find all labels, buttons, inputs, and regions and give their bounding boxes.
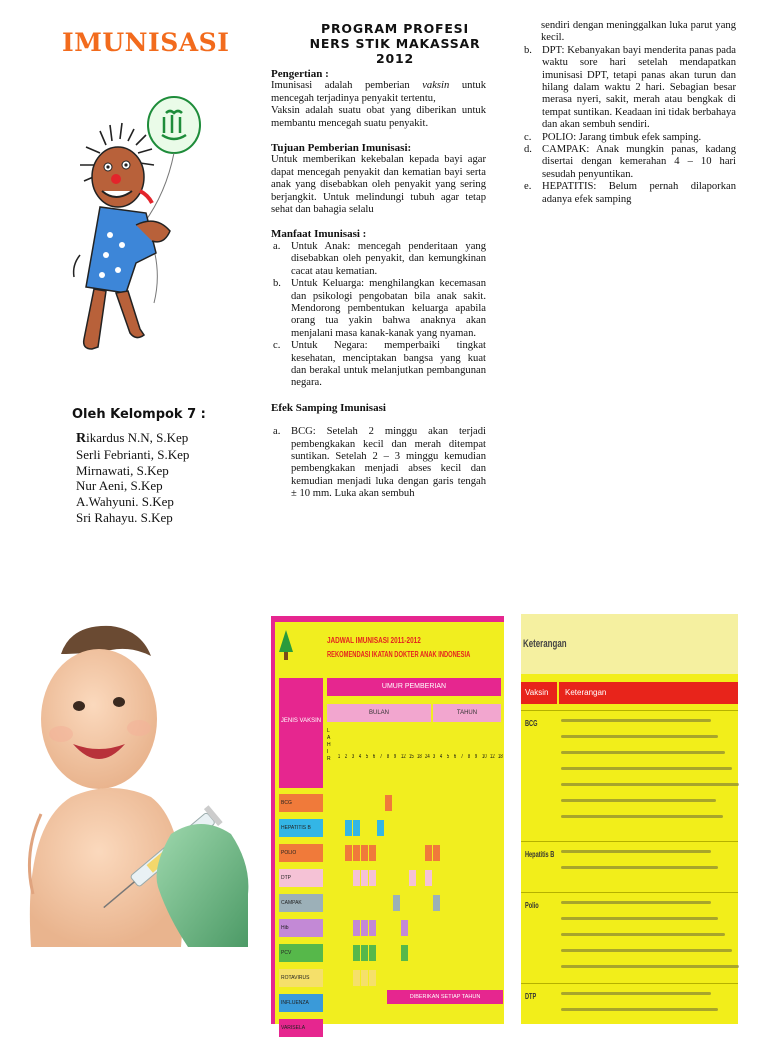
list-item bbox=[271, 426, 486, 500]
immunization-schedule-table bbox=[271, 616, 504, 1031]
manfaat-heading: Manfaat Imunisasi : bbox=[271, 228, 367, 241]
text-span: Imunisasi adalah pemberian bbox=[271, 80, 423, 92]
list-marker: c. bbox=[524, 131, 532, 143]
group-heading: Oleh Kelompok 7 : bbox=[72, 407, 206, 422]
dose-cell bbox=[425, 845, 432, 861]
tujuan-heading: Tujuan Pemberian Imunisasi: bbox=[271, 142, 412, 155]
keterangan-vaccine-label: BCG bbox=[525, 719, 538, 728]
vaccine-row bbox=[277, 842, 503, 864]
efek-list bbox=[271, 426, 486, 500]
dose-cell bbox=[369, 945, 376, 961]
member-name: Serli Febrianti, S.Kep bbox=[76, 446, 190, 462]
column-right bbox=[522, 20, 736, 206]
blurred-text-line bbox=[561, 719, 711, 722]
age-label: 8 bbox=[386, 754, 390, 760]
age-label: 15 bbox=[409, 754, 414, 760]
efek-heading: Efek Samping Imunisasi bbox=[271, 401, 386, 414]
tree-logo-icon bbox=[279, 630, 293, 660]
bulan-header: BULAN bbox=[327, 704, 431, 722]
dose-cell bbox=[361, 970, 368, 986]
vaccine-row bbox=[277, 867, 503, 889]
vaccine-row bbox=[277, 892, 503, 914]
list-text: DPT: Kebanyakan bayi menderita panas pada waktu sore hari setelah mendapatkan imunisasi DPT, tetapi panas akan turun dan hilang dalam waktu 2 hari. Sebagian besar merasa nyeri, sakit, merah atau bengkak di tempat suntikan. Keadaan ini tidak berbahaya dan akan sembuh sendiri. bbox=[542, 44, 736, 131]
vaccine-row bbox=[277, 942, 503, 964]
vaccine-row bbox=[277, 792, 503, 814]
age-column-labels bbox=[337, 754, 504, 764]
blurred-text-line bbox=[561, 992, 711, 995]
age-label: 8 bbox=[467, 754, 471, 760]
dose-cell bbox=[385, 795, 392, 811]
blurred-text-line bbox=[561, 949, 732, 952]
tujuan-text: Untuk memberikan kekebalan kepada bayi agar dapat mencegah penyakit dan kematian bayi serta anak yang disebabkan oleh penyakit yang sering berjangkit. Untuk melindungi tubuh agar tetap sehat dan bahagia selalu bbox=[271, 154, 486, 216]
list-item bbox=[522, 45, 736, 132]
list-item bbox=[522, 132, 736, 144]
blurred-text-line bbox=[561, 917, 718, 920]
age-label: 3 bbox=[351, 754, 355, 760]
dose-cell bbox=[369, 870, 376, 886]
age-label: 18 bbox=[417, 754, 422, 760]
age-label: 5 bbox=[365, 754, 369, 760]
list-item bbox=[522, 181, 736, 206]
vaccine-row bbox=[277, 1017, 503, 1039]
vaccine-row bbox=[277, 817, 503, 839]
list-item bbox=[522, 144, 736, 181]
keterangan-row bbox=[521, 892, 738, 983]
member-name: Nur Aeni, S.Kep bbox=[76, 478, 163, 494]
program-line: NERS STIK MAKASSAR bbox=[309, 36, 481, 51]
dose-cell bbox=[353, 920, 360, 936]
blurred-text-line bbox=[561, 767, 732, 770]
efek-list-continued bbox=[522, 45, 736, 206]
keterangan-title: Keterangan bbox=[523, 638, 567, 650]
blurred-text-line bbox=[561, 751, 725, 754]
schedule-subtitle: REKOMENDASI IKATAN DOKTER ANAK INDONESIA bbox=[327, 650, 471, 659]
vaccine-name: CAMPAK bbox=[279, 894, 323, 912]
age-label: 3 bbox=[432, 754, 436, 760]
blurred-text-line bbox=[561, 866, 718, 869]
dose-cell bbox=[353, 970, 360, 986]
list-text: Untuk Keluarga: menghilangkan kecemasan dan psikologi pengobatan bila anak sakit. Mendorong pembentukan keluarga apabila orang tua yakin bahwa anaknya akan menjalani masa kanak-kanak yang nyaman. bbox=[291, 278, 486, 339]
dose-cell bbox=[345, 820, 352, 836]
dose-cell bbox=[361, 945, 368, 961]
dose-cell bbox=[353, 945, 360, 961]
age-label: 9 bbox=[474, 754, 478, 760]
dose-cell bbox=[353, 870, 360, 886]
jenis-vaksin-header: JENIS VAKSIN bbox=[279, 678, 323, 788]
program-title bbox=[300, 21, 490, 66]
member-list bbox=[76, 430, 189, 526]
dose-cell bbox=[369, 920, 376, 936]
dose-cell bbox=[401, 945, 408, 961]
vaccine-name: VARISELA bbox=[279, 1019, 323, 1037]
age-label: 10 bbox=[482, 754, 487, 760]
manfaat-list bbox=[271, 241, 486, 390]
vaccine-name: HEPATITIS B bbox=[279, 819, 323, 837]
keterangan-column-header: Keterangan bbox=[559, 682, 738, 704]
list-item bbox=[271, 340, 486, 390]
age-label: 9 bbox=[393, 754, 397, 760]
blurred-text-line bbox=[561, 965, 739, 968]
blurred-text-line bbox=[561, 735, 718, 738]
keterangan-table-image bbox=[521, 614, 738, 1024]
list-item bbox=[271, 278, 486, 340]
schedule-title: JADWAL IMUNISASI 2011-2012 bbox=[327, 636, 421, 645]
vaksin-column-header: Vaksin bbox=[521, 682, 557, 704]
blurred-text-line bbox=[561, 1008, 718, 1011]
keterangan-row bbox=[521, 710, 738, 841]
pengertian-text bbox=[271, 80, 486, 105]
dose-cell bbox=[369, 970, 376, 986]
list-text: Untuk Negara: memperbaiki tingkat kesehatan, menciptakan bangsa yang kuat dan berakal untuk melanjutkan pembangunan negara. bbox=[291, 340, 486, 389]
dose-cell bbox=[393, 895, 400, 911]
age-label: 12 bbox=[490, 754, 495, 760]
dose-cell bbox=[409, 870, 416, 886]
keterangan-vaccine-label: Polio bbox=[525, 901, 539, 910]
member-name: A.Wahyuni. S.Kep bbox=[76, 494, 174, 510]
member-name: Rikardus N.N, S.Kep bbox=[76, 430, 189, 446]
keterangan-vaccine-label: Hepatitis B bbox=[525, 850, 555, 859]
member-name: Mirnawati, S.Kep bbox=[76, 462, 169, 478]
dose-cell bbox=[369, 845, 376, 861]
program-year: 2012 bbox=[376, 51, 414, 66]
age-label: 7 bbox=[460, 754, 464, 760]
vaccine-name: POLIO bbox=[279, 844, 323, 862]
dose-cell bbox=[425, 870, 432, 886]
blurred-text-line bbox=[561, 783, 739, 786]
list-marker: b. bbox=[524, 44, 532, 56]
age-label: 4 bbox=[358, 754, 362, 760]
dose-cell bbox=[353, 820, 360, 836]
keterangan-vaccine-label: DTP bbox=[525, 992, 537, 1001]
list-text: CAMPAK: Anak mungkin panas, kadang disertai dengan kemerahan 4 – 10 hari sesudah penyuntikan. bbox=[542, 144, 736, 180]
vaccine-name: INFLUENZA bbox=[279, 994, 323, 1012]
pengertian-heading: Pengertian : bbox=[271, 68, 329, 80]
umur-header: UMUR PEMBERIAN bbox=[327, 678, 501, 696]
list-marker: b. bbox=[273, 278, 281, 290]
list-text: BCG: Setelah 2 minggu akan terjadi pembengkakan kecil dan merah ditempat suntikan. Setelah 2 – 3 minggu kemudian pembengkakan menjadi abses kecil dan kemudian menjadi luka dengan garis tengah ± 10 mm. Luka akan sembuh bbox=[291, 426, 486, 500]
influenza-note: DIBERIKAN SETIAP TAHUN bbox=[387, 990, 503, 1004]
list-marker: d. bbox=[524, 144, 532, 156]
column-middle bbox=[271, 68, 486, 501]
member-name: Sri Rahayu. S.Kep bbox=[76, 509, 173, 525]
age-label: 18 bbox=[498, 754, 503, 760]
keterangan-row bbox=[521, 841, 738, 892]
keterangan-rows bbox=[521, 710, 738, 1034]
age-label: 12 bbox=[401, 754, 406, 760]
dose-cell bbox=[361, 870, 368, 886]
vaccine-name: DTP bbox=[279, 869, 323, 887]
dose-cell bbox=[345, 845, 352, 861]
age-label: 1 bbox=[337, 754, 341, 760]
blurred-text-line bbox=[561, 901, 711, 904]
vaccine-row bbox=[277, 967, 503, 989]
dose-cell bbox=[361, 845, 368, 861]
tahun-header: TAHUN bbox=[433, 704, 501, 722]
dose-cell bbox=[353, 845, 360, 861]
dose-cell bbox=[433, 845, 440, 861]
vaccine-row bbox=[277, 917, 503, 939]
age-label: 2 bbox=[344, 754, 348, 760]
list-item bbox=[271, 241, 486, 278]
bcg-continuation: sendiri dengan meninggalkan luka parut yang kecil. bbox=[541, 20, 736, 44]
text-span: untuk mencegah terjadinya penyakit tertentu, bbox=[271, 80, 487, 104]
blurred-text-line bbox=[561, 850, 711, 853]
age-label: 6 bbox=[453, 754, 457, 760]
vaccine-name: Hib bbox=[279, 919, 323, 937]
age-label: 5 bbox=[446, 754, 450, 760]
age-label: 4 bbox=[439, 754, 443, 760]
clown-balloon-illustration bbox=[66, 95, 206, 375]
age-label: 6 bbox=[372, 754, 376, 760]
vaccine-name: ROTAVIRUS bbox=[279, 969, 323, 987]
vaccine-rows bbox=[277, 792, 503, 1042]
list-marker: a. bbox=[273, 240, 281, 252]
dose-cell bbox=[401, 920, 408, 936]
vaccine-name: PCV bbox=[279, 944, 323, 962]
lahir-header: L A H I R bbox=[327, 728, 331, 762]
emphasis-text: vaksin bbox=[422, 80, 450, 92]
list-text: Untuk Anak: mencegah penderitaan yang disebabkan oleh penyakit, dan kemungkinan cacat atau kematian. bbox=[291, 240, 486, 277]
program-line: PROGRAM PROFESI bbox=[321, 21, 469, 36]
blurred-text-line bbox=[561, 933, 725, 936]
baby-injection-photo bbox=[21, 614, 248, 947]
vaccine-name: BCG bbox=[279, 794, 323, 812]
list-marker: a. bbox=[273, 426, 281, 438]
blurred-text-line bbox=[561, 815, 723, 818]
age-label: 7 bbox=[379, 754, 383, 760]
list-text: POLIO: Jarang timbuk efek samping. bbox=[542, 131, 702, 143]
dose-cell bbox=[361, 920, 368, 936]
dose-cell bbox=[377, 820, 384, 836]
blurred-text-line bbox=[561, 799, 716, 802]
brochure-title: IMUNISASI bbox=[62, 28, 230, 57]
list-marker: c. bbox=[273, 340, 281, 352]
keterangan-row bbox=[521, 983, 738, 1034]
list-text: HEPATITIS: Belum pernah dilaporkan adanya efek samping bbox=[542, 181, 736, 205]
list-marker: e. bbox=[524, 181, 532, 193]
vaksin-definition: Vaksin adalah suatu obat yang diberikan untuk membantu mencegah suatu penyakit. bbox=[271, 105, 486, 129]
dose-cell bbox=[433, 895, 440, 911]
age-label: 24 bbox=[425, 754, 430, 760]
